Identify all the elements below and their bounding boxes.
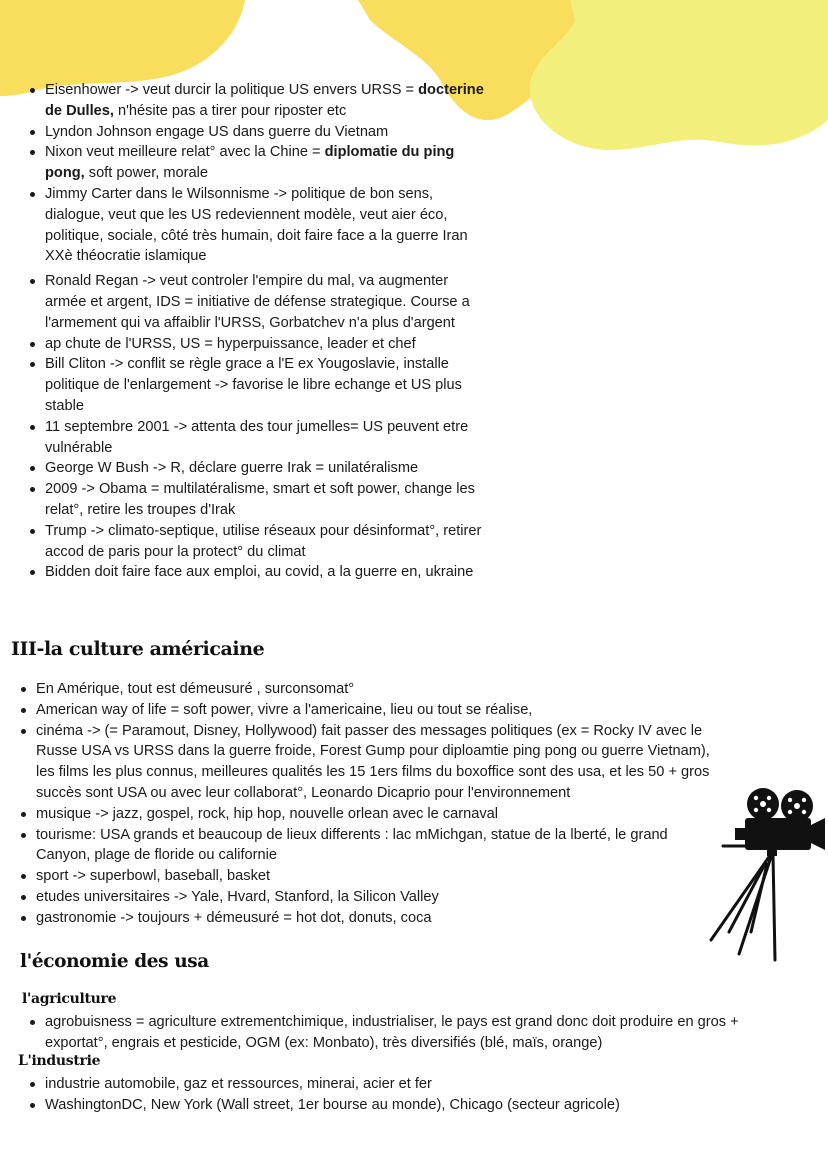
section-heading-culture: III-la culture américaine (11, 638, 265, 660)
list-item: WashingtonDC, New York (Wall street, 1er bourse au monde), Chicago (secteur agricole) (45, 1095, 785, 1116)
list-item: Bill Cliton -> conflit se règle grace a l'E ex Yougoslavie, installe politique de l'enlargement -> favorise le libre echange et US plus stable (45, 354, 485, 416)
list-item: agrobuisness = agriculture extrementchimique, industrialiser, le pays est grand donc doit produire en gros + exportat°, engrais et pesticide, OGM (ex: Monbato), très diversifiés (blé, maïs, orange) (45, 1012, 785, 1054)
industry-list (45, 1074, 785, 1116)
list-item: Trump -> climato-septique, utilise réseaux pour désinformat°, retirer accod de paris pour la protect° du climat (45, 521, 485, 563)
list-item: gastronomie -> toujours + démeusuré = hot dot, donuts, coca (36, 908, 716, 929)
subheading-agriculture: l'agriculture (22, 991, 117, 1007)
list-item: ap chute de l'URSS, US = hyperpuissance, leader et chef (45, 334, 485, 355)
presidents-list (45, 80, 485, 583)
section-heading-economy: l'économie des usa (20, 951, 209, 972)
list-item: En Amérique, tout est démeusuré , surconsomat° (36, 679, 716, 700)
list-item: Ronald Regan -> veut controler l'empire du mal, va augmenter armée et argent, IDS = initiative de défense strategique. Course a l'armement qui va affaiblir l'URSS, Gorbatchev n'a plus d'argent (45, 271, 485, 333)
list-item: musique -> jazz, gospel, rock, hip hop, nouvelle orlean avec le carnaval (36, 804, 716, 825)
list-item: Nixon veut meilleure relat° avec la Chine = diplomatie du ping pong, soft power, morale (45, 142, 485, 184)
subheading-industry: L'industrie (18, 1053, 101, 1069)
list-item: etudes universitaires -> Yale, Hvard, Stanford, la Silicon Valley (36, 887, 716, 908)
list-item: cinéma -> (= Paramout, Disney, Hollywood) fait passer des messages politiques (ex = Rocky IV avec le Russe USA vs URSS dans la guerre froide, Forest Gump pour diploamtie ping pong ou guerre Vietnam), les films les plus connus, meilleures qualités les 15 1ers films du boxoffice sont des usa, et les 50 + gros succès sont USA ou avec leur collaborat°, Leonardo Dicaprio pour l'environnement (36, 721, 716, 804)
list-item: sport -> superbowl, baseball, basket (36, 866, 716, 887)
list-item: 11 septembre 2001 -> attenta des tour jumelles= US peuvent etre vulnérable (45, 417, 485, 459)
light-yellow-blob (530, 0, 828, 150)
culture-list (36, 679, 716, 929)
list-item: 2009 -> Obama = multilatéralisme, smart et soft power, change les relat°, retire les troupes d'Irak (45, 479, 485, 521)
list-item: Eisenhower -> veut durcir la politique US envers URSS = docterine de Dulles, n'hésite pas a tirer pour riposter etc (45, 80, 485, 122)
list-item: industrie automobile, gaz et ressources, minerai, acier et fer (45, 1074, 785, 1095)
list-item: Jimmy Carter dans le Wilsonnisme -> politique de bon sens, dialogue, veut que les US redeviennent modèle, veut aier éco, politique, sociale, côté très humain, doit faire face a la guerre Iran XXè théocratie islamique (45, 184, 485, 267)
film-camera-icon (705, 782, 827, 964)
list-item: Bidden doit faire face aux emploi, au covid, a la guerre en, ukraine (45, 562, 485, 583)
list-item: Lyndon Johnson engage US dans guerre du Vietnam (45, 122, 485, 143)
list-item: American way of life = soft power, vivre a l'americaine, lieu ou tout se réalise, (36, 700, 716, 721)
list-item: tourisme: USA grands et beaucoup de lieux differents : lac mMichgan, statue de la lberté, le grand Canyon, plage de floride ou californie (36, 825, 716, 867)
list-item: George W Bush -> R, déclare guerre Irak = unilatéralisme (45, 458, 485, 479)
agriculture-list (45, 1012, 785, 1054)
